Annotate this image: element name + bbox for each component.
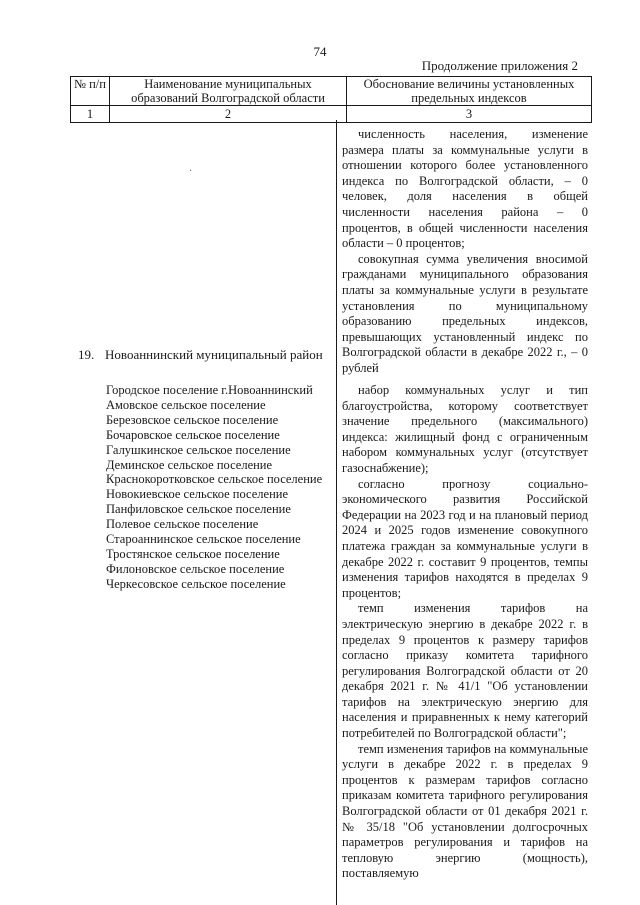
continuation-label: Продолжение приложения 2	[421, 58, 578, 73]
settlement-item: Галушкинское сельское поселение	[106, 442, 291, 457]
column-number-2: 2	[110, 106, 347, 123]
settlement-item: Деминское сельское поселение	[106, 457, 273, 472]
previous-row-justification	[342, 127, 588, 377]
table-header	[70, 76, 592, 123]
column-number-1: 1	[71, 106, 110, 123]
row-number: 19.	[78, 347, 95, 362]
settlement-item: Березовское сельское поселение	[106, 412, 279, 427]
justification-paragraph: численность населения, изменение размера платы за коммунальные услуги в отношении которого более установленного индекса по Волгоградской области, – 0 человек, доля населения в общей численности населения района – 0 процентов, в общей численности населения области – 0 процентов;	[342, 127, 588, 251]
justification-paragraph: темп изменения тарифов на электрическую энергию в декабре 2022 г. в пределах 9 процентов к размеру тарифов согласно приказу комитета тарифного регулирования Волгоградской области от 20 декабря 2021 г. № 41/1 "Об установлении тарифов на электрическую энергию для населения и приравненных к нему категорий потребителей по Волгоградской области";	[342, 601, 588, 741]
settlement-list	[106, 383, 322, 592]
settlement-item: Черкесовское сельское поселение	[106, 576, 286, 591]
justification-paragraph: набор коммунальных услуг и тип благоустройства, которому соответствует значение предельного (максимального) индекса: жилищный фонд с ограниченным набором коммунальных услуг (отсутствует газоснабжение);	[342, 383, 588, 475]
settlement-item: Панфиловское сельское поселение	[106, 502, 291, 517]
settlement-item: Полевое сельское поселение	[106, 517, 259, 532]
scan-dot: ·	[189, 166, 193, 177]
settlement-item: Филоновское сельское поселение	[106, 561, 285, 576]
column-header-number: № п/п	[71, 77, 110, 106]
page-number: 74	[313, 44, 327, 59]
column-number-3: 3	[347, 106, 592, 123]
justification-paragraph: согласно прогнозу социально-экономического развития Российской Федерации на 2023 год и на плановый период 2024 и 2025 годов изменение совокупного платежа граждан за коммунальные услуги в декабре 2022 г. составит 9 процентов, темпы изменения тарифов находятся в пределах 9 процентов;	[342, 476, 588, 600]
column-header-justification: Обоснование величины установленных предельных индексов	[347, 77, 592, 106]
settlement-item: Новокиевское сельское поселение	[106, 487, 289, 502]
settlement-item: Бочаровское сельское поселение	[106, 427, 280, 442]
justification-paragraph: темп изменения тарифов на коммунальные услуги в декабре 2022 г. в пределах 9 процентов к размерам тарифов согласно приказам комитета тарифного регулирования Волгоградской области от 01 декабря 2021 г. № 35/18 "Об установлении долгосрочных параметров регулирования и тарифов на тепловую энергию (мощность), поставляемую	[342, 741, 588, 881]
settlement-item: Амовское сельское поселение	[106, 397, 266, 412]
column-divider	[336, 120, 337, 905]
settlement-item: Тростянское сельское поселение	[106, 546, 280, 561]
settlement-item: Городское поселение г.Новоаннинский	[106, 383, 313, 397]
justification-paragraph: совокупная сумма увеличения вносимой гражданами муниципального образования платы за коммунальные услуги в результате установления по муниципальному образованию предельных индексов, превышающих установленный индекс по Волгоградской области в декабре 2022 г., – 0 рублей	[342, 251, 588, 375]
settlement-item: Краснокоротковское сельское поселение	[106, 472, 323, 487]
column-header-municipality: Наименование муниципальных образований Волгоградской области	[110, 77, 347, 106]
municipality-name: Новоаннинский муниципальный район	[105, 347, 323, 362]
row-19-justification	[342, 383, 588, 882]
settlement-item: Староаннинское сельское поселение	[106, 532, 301, 547]
